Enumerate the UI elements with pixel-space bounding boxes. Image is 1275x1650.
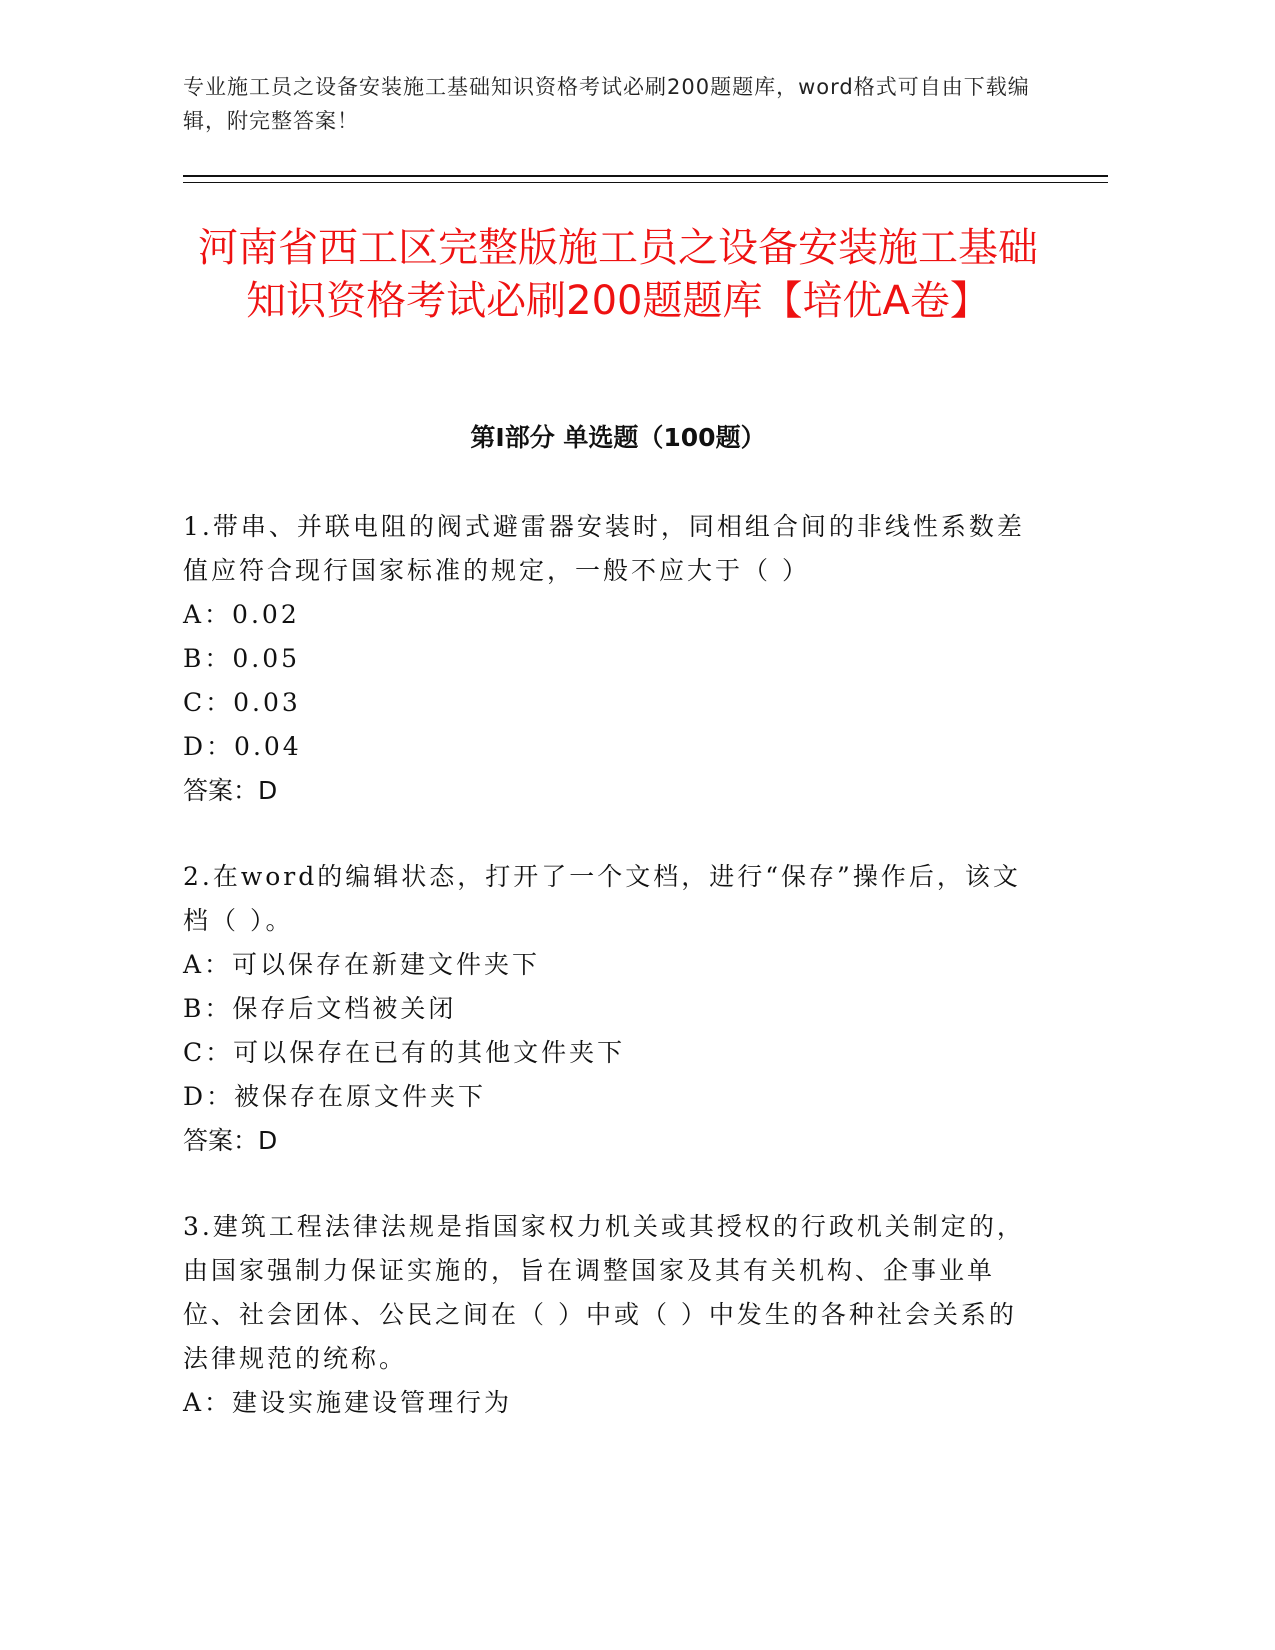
question-list	[183, 505, 1043, 1467]
option-b: B：0.05	[183, 644, 301, 673]
header-note: 专业施工员之设备安装施工基础知识资格考试必刷200题题库，word格式可自由下载编辑，附完整答案！	[183, 75, 1030, 133]
option-a: A：0.02	[183, 600, 300, 629]
option-d: D：0.04	[183, 732, 302, 761]
option-a: A：可以保存在新建文件夹下	[183, 950, 541, 979]
answer-line: 答案：D	[183, 1126, 278, 1155]
question-item	[183, 855, 1043, 1163]
answer-line: 答案：D	[183, 776, 278, 805]
option-c: C：可以保存在已有的其他文件夹下	[183, 1038, 626, 1067]
section-heading: 第I部分 单选题（100题）	[470, 423, 766, 452]
document-title: 河南省西工区完整版施工员之设备安装施工基础知识资格考试必刷200题题库【培优A卷】	[198, 225, 1038, 324]
option-b: B：保存后文档被关闭	[183, 994, 457, 1023]
question-stem: 1.带串、并联电阻的阀式避雷器安装时，同相组合间的非线性系数差值应符合现行国家标准的规定，一般不应大于（ ）	[183, 512, 1025, 585]
option-d: D：被保存在原文件夹下	[183, 1082, 487, 1111]
question-stem: 3.建筑工程法律法规是指国家权力机关或其授权的行政机关制定的，由国家强制力保证实施的，旨在调整国家及其有关机构、企事业单位、社会团体、公民之间在（ ）中或（ ）中发生的各种社会关系的法律规范的统称。	[183, 1212, 1025, 1373]
option-a: A：建设实施建设管理行为	[183, 1388, 513, 1417]
question-item	[183, 505, 1043, 813]
header-divider-thin	[183, 182, 1108, 183]
header-divider-thick	[183, 175, 1108, 177]
question-item	[183, 1205, 1043, 1425]
option-c: C：0.03	[183, 688, 301, 717]
question-stem: 2.在word的编辑状态，打开了一个文档，进行“保存”操作后，该文档（ ）。	[183, 862, 1021, 935]
